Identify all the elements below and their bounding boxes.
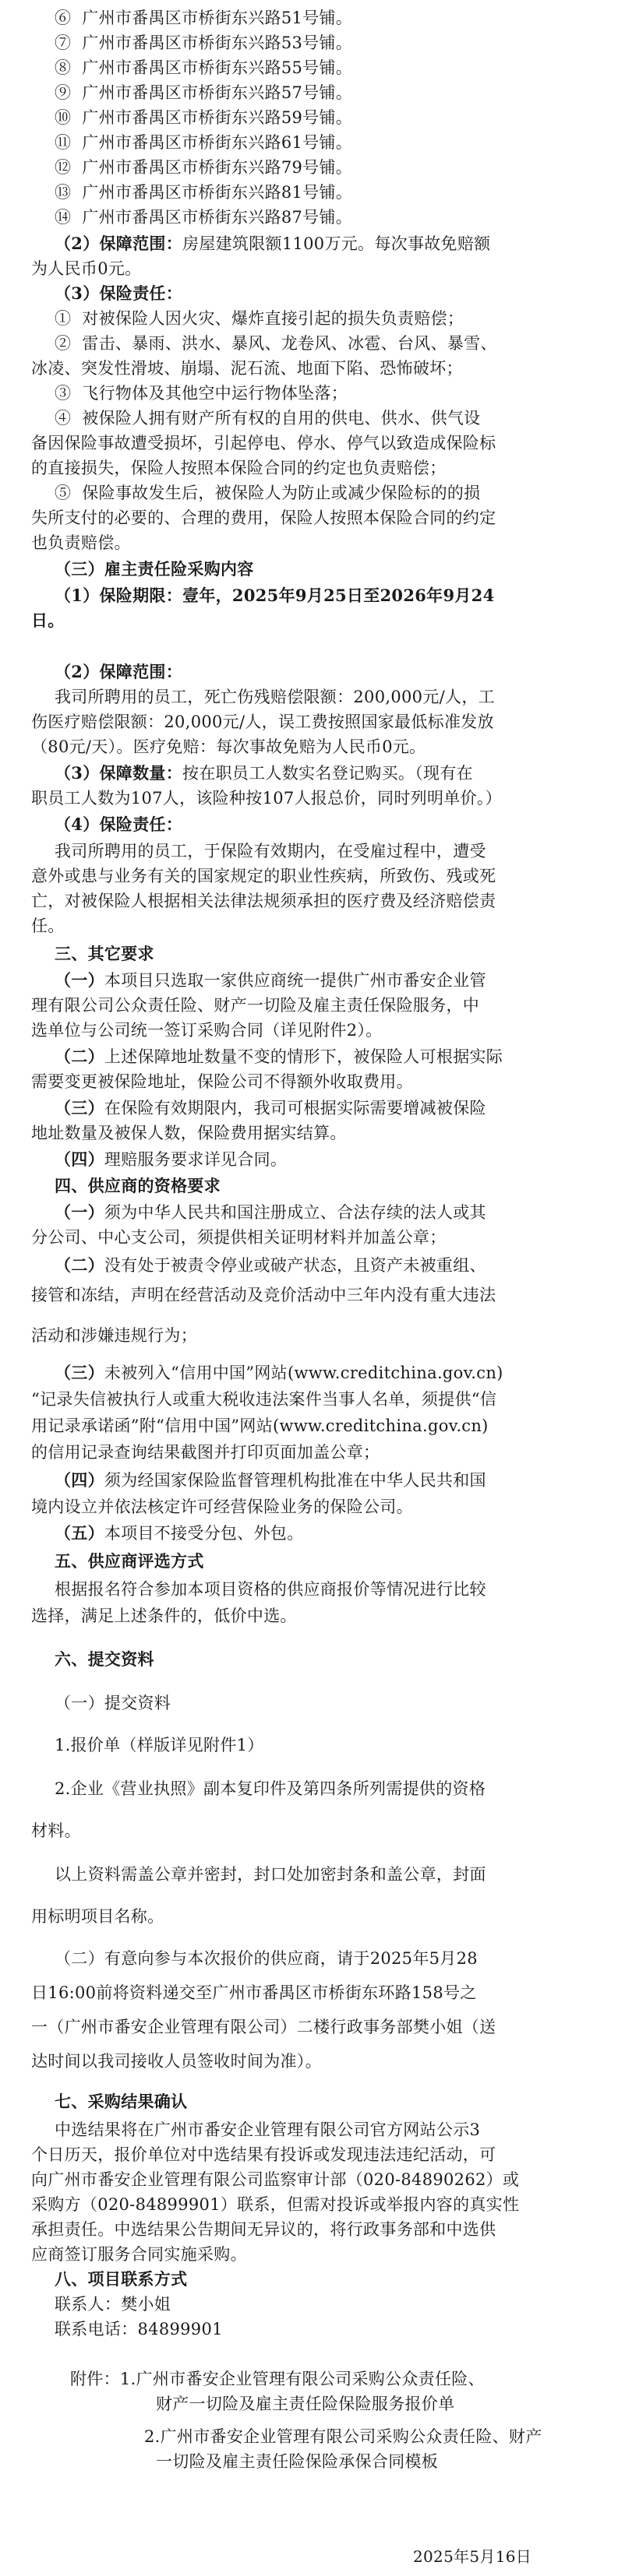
property-duty-item-cont: 失所支付的必要的、合理的费用，保险人按照本保险合同的约定 bbox=[31, 509, 496, 527]
evaluation-text: 选择，满足上述条件的，低价中选。 bbox=[31, 1606, 297, 1625]
address-item: ⑫ 广州市番禺区市桥街东兴路79号铺。 bbox=[55, 158, 353, 177]
address-item: ⑥ 广州市番禺区市桥街东兴路51号铺。 bbox=[55, 9, 353, 27]
address-item: ⑨ 广州市番禺区市桥街东兴路57号铺。 bbox=[55, 83, 353, 102]
qualification-item-cont: 的信用记录查询结果截图并打印页面加盖公章； bbox=[31, 1443, 380, 1462]
property-duty-item-cont: 备因保险事故遭受损坏，引起停电、停水、停气以致造成保险标 bbox=[31, 434, 496, 452]
property-duty-item: ② 雷击、暴雨、洪水、暴风、龙卷风、冰雹、台风、暴雪、 bbox=[55, 334, 497, 353]
property-duty-label: （3）保险责任： bbox=[55, 283, 183, 303]
employer-period-line: 日。 bbox=[31, 611, 65, 630]
qualification-item: （三）未被列入“信用中国”网站(www.creditchina.gov.cn) bbox=[55, 1363, 503, 1382]
attachment-item: 附件：1.广州市番安企业管理有限公司采购公众责任险、 bbox=[70, 2370, 485, 2388]
address-item: ⑪ 广州市番禺区市桥街东兴路61号铺。 bbox=[55, 133, 353, 152]
qualification-item: （四）须为经国家保险监督管理机构批准在中华人民共和国 bbox=[55, 1470, 486, 1490]
employer-duty-text: 任。 bbox=[31, 917, 65, 935]
result-text: 中选结果将在广州市番安企业管理有限公司官方网站公示3 bbox=[55, 2120, 481, 2139]
property-duty-item: ③ 飞行物体及其他空中运行物体坠落； bbox=[55, 384, 348, 403]
result-text: 个日历天，报价单位对中选结果有投诉或发现违法违纪活动，可 bbox=[31, 2145, 496, 2164]
other-item: （四）理赔服务要求详见合同。 bbox=[55, 1149, 288, 1169]
property-duty-item: ④ 被保险人拥有财产所有权的自用的供电、供水、供气设 bbox=[55, 409, 481, 428]
qualification-item-cont: 用记录承诺函”附“信用中国”网站(www.creditchina.gov.cn) bbox=[31, 1416, 489, 1435]
other-item-cont: 需要变更被保险地址，保险公司不得额外收取费用。 bbox=[31, 1072, 413, 1091]
qualification-item-cont: 活动和涉嫌违规行为； bbox=[31, 1326, 197, 1345]
address-item: ⑭ 广州市番禺区市桥街东兴路87号铺。 bbox=[55, 208, 353, 227]
qualification-item: （一）须为中华人民共和国注册成立、合法存续的法人或其 bbox=[55, 1202, 486, 1222]
employer-duty-text: 我司所聘用的员工，于保险有效期内，在受雇过程中，遭受 bbox=[55, 842, 486, 860]
employer-scope-label: （2）保障范围： bbox=[55, 662, 183, 681]
contact-person: 联系人：樊小姐 bbox=[55, 2295, 171, 2314]
address-item: ⑬ 广州市番禺区市桥街东兴路81号铺。 bbox=[55, 183, 353, 202]
property-scope-line: （2）保障范围：房屋建筑限额1100万元。每次事故免赔额 bbox=[55, 234, 491, 253]
property-scope-label: （2）保障范围： bbox=[55, 234, 183, 253]
evaluation-text: 根据报名符合参加本项目资格的供应商报价等情况进行比较 bbox=[55, 1580, 486, 1599]
employer-scope-text: （80元/天）。医疗免赔：每次事故免赔为人民币0元。 bbox=[31, 737, 426, 756]
property-duty-item-cont: 也负责赔偿。 bbox=[31, 533, 131, 552]
submission-seal-text: 以上资料需盖公章并密封，封口处加密封条和盖公章，封面 bbox=[55, 1865, 486, 1884]
address-item: ⑩ 广州市番禺区市桥街东兴路59号铺。 bbox=[55, 108, 353, 127]
result-text: 承担责任。中选结果公告期间无异议的，将行政事务部和中选供 bbox=[31, 2220, 496, 2239]
qualification-item: （五）本项目不接受分包、外包。 bbox=[55, 1523, 304, 1543]
employer-qty-line: （3）保障数量：按在职员工人数实名登记购买。（现有在 bbox=[55, 763, 473, 783]
qualification-item-cont: 境内设立并依法核定许可经营保险业务的保险公司。 bbox=[31, 1497, 413, 1516]
submission-deadline-cont: 达时间以我司接收人员签收时间为准）。 bbox=[31, 2052, 322, 2071]
employer-duty-label: （4）保险责任： bbox=[55, 815, 183, 834]
submission-deadline-cont: 一（广州市番安企业管理有限公司）二楼行政事务部樊小姐（送 bbox=[31, 2018, 496, 2036]
result-heading: 七、采购结果确认 bbox=[55, 2092, 188, 2111]
attachments-label: 附件： bbox=[70, 2370, 120, 2388]
address-item: ⑧ 广州市番禺区市桥街东兴路55号铺。 bbox=[55, 58, 353, 77]
other-heading: 三、其它要求 bbox=[55, 944, 154, 963]
property-duty-item: ① 对被保险人因火灾、爆炸直接引起的损失负责赔偿； bbox=[55, 309, 464, 328]
qualification-item: （二）没有处于被责令停业或破产状态，且资产未被重组、 bbox=[55, 1255, 486, 1275]
evaluation-heading: 五、供应商评选方式 bbox=[55, 1551, 204, 1571]
submission-deadline-cont: 日16:00前将资料递交至广州市番禺区市桥街东环路158号之 bbox=[31, 1983, 477, 2002]
qualification-item-cont: 接管和冻结，声明在经营活动及竞价活动中三年内没有重大违法 bbox=[31, 1286, 496, 1304]
other-item: （三）在保险有效期限内，我司可根据实际需要增减被保险 bbox=[55, 1098, 486, 1117]
submission-item: 1.报价单（样版详见附件1） bbox=[55, 1736, 264, 1754]
contact-heading: 八、项目联系方式 bbox=[55, 2269, 188, 2289]
attachment-item: 2.广州市番安企业管理有限公司采购公众责任险、财产 bbox=[144, 2427, 542, 2446]
property-duty-item: ⑤ 保险事故发生后，被保险人为防止或减少保险标的的损 bbox=[55, 484, 481, 502]
result-text: 采购方（020-84899901）联系，但需对投诉或举报内容的真实性 bbox=[31, 2195, 520, 2214]
other-item-cont: 选单位与公司统一签订采购合同（详见附件2）。 bbox=[31, 1021, 383, 1040]
address-item: ⑦ 广州市番禺区市桥街东兴路53号铺。 bbox=[55, 33, 353, 52]
other-item: （一）本项目只选取一家供应商统一提供广州市番安企业管 bbox=[55, 970, 486, 990]
property-scope-line: 为人民币0元。 bbox=[31, 259, 142, 278]
document-date: 2025年5月16日 bbox=[413, 2547, 532, 2566]
other-item-cont: 地址数量及被保人数，保险费用据实结算。 bbox=[31, 1124, 347, 1142]
property-duty-item-cont: 的直接损失，保险人按照本保险合同的约定也负责赔偿； bbox=[31, 459, 447, 477]
contact-phone: 联系电话：84899901 bbox=[55, 2320, 223, 2338]
submission-heading: 六、提交资料 bbox=[55, 1649, 154, 1669]
employer-period-line: （1）保险期限：壹年，2025年9月25日至2026年9月24 bbox=[55, 586, 495, 605]
submission-item-cont: 材料。 bbox=[31, 1821, 81, 1840]
submission-item: 2.企业《营业执照》副本复印件及第四条所列需提供的资格 bbox=[55, 1779, 486, 1798]
employer-qty-text: 职员工人数为107人，该险种按107人报总价，同时列明单价。） bbox=[31, 789, 502, 808]
other-item: （二）上述保障地址数量不变的情形下，被保险人可根据实际 bbox=[55, 1047, 503, 1066]
employer-duty-text: 意外或患与业务有关的国家规定的职业性疾病，所致伤、残或死 bbox=[31, 867, 496, 885]
result-text: 应商签订服务合同实施采购。 bbox=[31, 2245, 247, 2264]
employer-scope-text: 我司所聘用的员工，死亡伤残赔偿限额：200,000元/人，工 bbox=[55, 688, 495, 706]
employer-scope-text: 伤医疗赔偿限额：20,000元/人，误工费按照国家最低标准发放 bbox=[31, 713, 494, 731]
attachment-item-cont: 一切险及雇主责任险保险承保合同模板 bbox=[156, 2452, 439, 2471]
qualification-item-cont: 分公司、中心支公司，须提供相关证明材料并加盖公章； bbox=[31, 1228, 447, 1247]
qualification-heading: 四、供应商的资格要求 bbox=[55, 1176, 221, 1195]
submission-deadline: （二）有意向参与本次报价的供应商，请于2025年5月28 bbox=[55, 1949, 478, 1968]
employer-qty-label: （3）保障数量： bbox=[55, 763, 183, 783]
attachment-item-cont: 财产一切险及雇主责任险保险服务报价单 bbox=[156, 2395, 455, 2413]
other-item-cont: 理有限公司公众责任险、财产一切险及雇主责任保险服务，中 bbox=[31, 996, 480, 1015]
submission-subheading: （一）提交资料 bbox=[55, 1694, 171, 1712]
qualification-item-cont: “记录失信被执行人或重大税收违法案件当事人名单，须提供“信 bbox=[31, 1390, 497, 1409]
submission-seal-text: 用标明项目名称。 bbox=[31, 1907, 164, 1926]
result-text: 向广州市番安企业管理有限公司监察审计部（020-84890262）或 bbox=[31, 2170, 520, 2189]
property-duty-item-cont: 冰凌、突发性滑坡、崩塌、泥石流、地面下陷、恐怖破坏； bbox=[31, 359, 463, 378]
employer-heading: （三）雇主责任险采购内容 bbox=[55, 559, 254, 579]
employer-duty-text: 亡，对被保险人根据相关法律法规须承担的医疗费及经济赔偿责 bbox=[31, 892, 496, 910]
